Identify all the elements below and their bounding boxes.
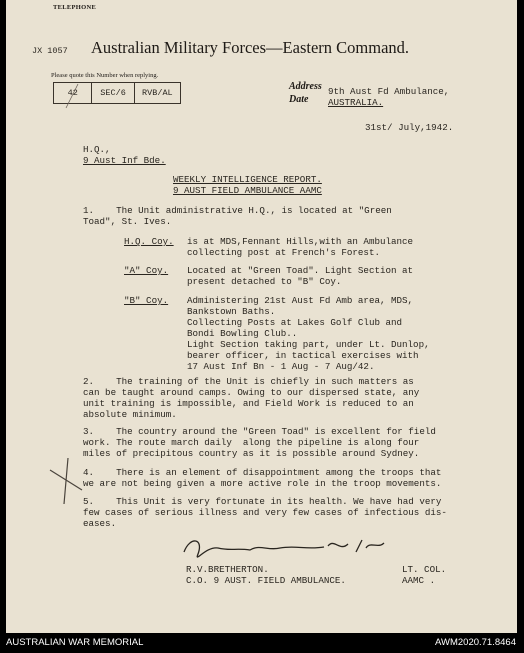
subject-line: WEEKLY INTELLIGENCE REPORT. bbox=[173, 174, 322, 185]
paragraph-line: Bondi Bowling Club.. bbox=[187, 328, 298, 339]
paragraph-line: Toad", St. Ives. bbox=[83, 216, 172, 227]
paragraph-line: absolute minimum. bbox=[83, 409, 177, 420]
pencil-marks bbox=[6, 0, 517, 633]
paragraph-line: we are not being given a more active role in the troop movements. bbox=[83, 478, 442, 489]
paragraph-line: present detached to "B" Coy. bbox=[187, 276, 342, 287]
paragraph-line: Bankstown Baths. bbox=[187, 306, 276, 317]
subject-line: 9 AUST FIELD AMBULANCE AAMC bbox=[173, 185, 322, 196]
paragraph-line: 5. This Unit is very fortunate in its health. We have had very bbox=[83, 496, 442, 507]
paragraph-line: Administering 21st Aust Fd Amb area, MDS, bbox=[187, 295, 414, 306]
paragraph-line: Located at "Green Toad". Light Section at bbox=[187, 265, 414, 276]
paragraph-line: 17 Aust Inf Bn - 1 Aug - 7 Aug/42. bbox=[187, 361, 375, 372]
tick-mark bbox=[66, 84, 78, 108]
date-label: Date bbox=[289, 94, 309, 105]
paragraph-line: 2. The training of the Unit is chiefly in such matters as bbox=[83, 376, 414, 387]
company-label: H.Q. Coy. bbox=[124, 236, 174, 247]
paragraph-line: miles of precipitous country as it is possible around Sydney. bbox=[83, 448, 420, 459]
paragraph-line: few cases of serious illness and very few cases of infectious dis- bbox=[83, 507, 447, 518]
paragraph-line: can be taught around camps. Owing to our dispersed state, any bbox=[83, 387, 420, 398]
cross-mark bbox=[50, 458, 82, 504]
company-label: "B" Coy. bbox=[124, 295, 169, 306]
footer-accession: AWM2020.71.8464 bbox=[435, 637, 516, 648]
paragraph-line: Collecting Posts at Lakes Golf Club and bbox=[187, 317, 403, 328]
company-label: "A" Coy. bbox=[124, 265, 169, 276]
signatory-corps: AAMC . bbox=[402, 575, 436, 586]
address-label: Address bbox=[289, 81, 322, 92]
signatory-rank: LT. COL. bbox=[402, 564, 447, 575]
paragraph-line: work. The route march daily along the pipeline is along four bbox=[83, 437, 420, 448]
paragraph-line: Light Section taking part, under Lt. Dunlop, bbox=[187, 339, 430, 350]
recipient-line: 9 Aust Inf Bde. bbox=[83, 155, 166, 166]
address-line: AUSTRALIA. bbox=[328, 97, 384, 108]
paragraph-line: unit training is impossible, and Field Work is reduced to an bbox=[83, 398, 414, 409]
paragraph-line: 3. The country around the "Green Toad" is excellent for field bbox=[83, 426, 436, 437]
paragraph-line: eases. bbox=[83, 518, 117, 529]
file-number: JX 1057 bbox=[32, 46, 68, 56]
ref-cell: 42 bbox=[67, 88, 78, 98]
telephone-label: TELEPHONE bbox=[53, 4, 97, 11]
signatory-position: C.O. 9 AUST. FIELD AMBULANCE. bbox=[186, 575, 346, 586]
paragraph-line: 1. The Unit administrative H.Q., is located at "Green bbox=[83, 205, 392, 216]
recipient-line: H.Q., bbox=[83, 144, 111, 155]
document-page bbox=[6, 0, 517, 633]
letter-date: 31st/ July,1942. bbox=[365, 122, 454, 133]
paragraph-line: bearer officer, in tactical exercises with bbox=[187, 350, 419, 361]
paragraph-line: collecting post at French's Forest. bbox=[187, 247, 380, 258]
signature-icon bbox=[184, 540, 384, 557]
footer-credit: AUSTRALIAN WAR MEMORIAL bbox=[6, 637, 144, 648]
paragraph-line: is at MDS,Fennant Hills,with an Ambulance bbox=[187, 236, 414, 247]
ref-cell: SEC/6 bbox=[91, 83, 133, 103]
letterhead-title: Australian Military Forces—Eastern Command. bbox=[91, 38, 410, 57]
quote-note: Please quote this Number when replying. bbox=[51, 72, 159, 79]
ref-cell: RVB/AL bbox=[134, 83, 180, 103]
signatory-name: R.V.BRETHERTON. bbox=[186, 564, 269, 575]
address-line: 9th Aust Fd Ambulance, bbox=[328, 86, 450, 97]
paragraph-line: 4. There is an element of disappointment among the troops that bbox=[83, 467, 442, 478]
